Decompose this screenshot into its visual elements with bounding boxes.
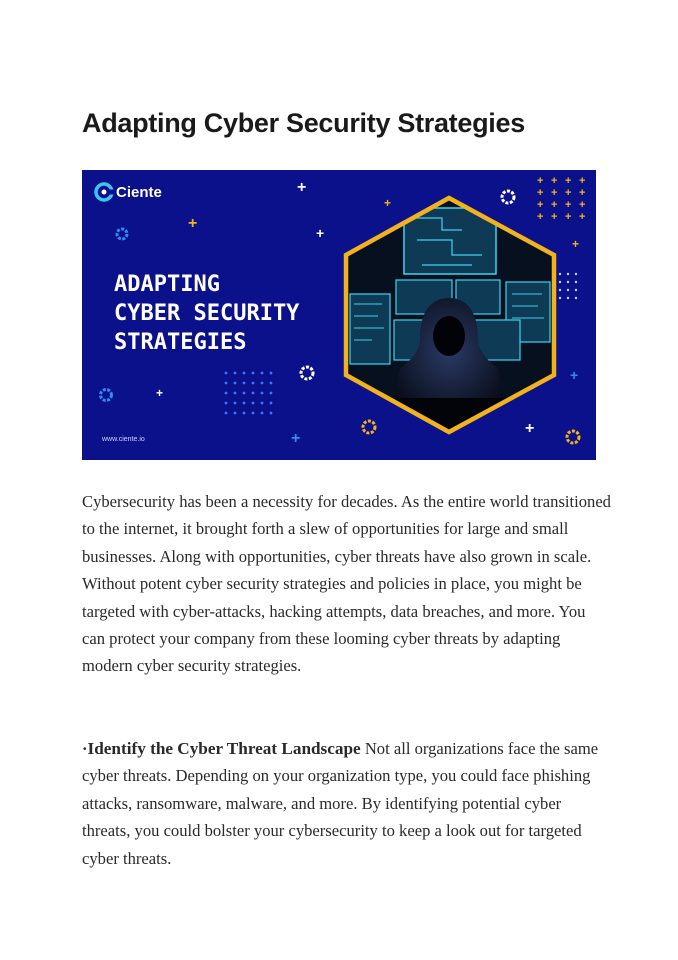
svg-text:+: + [565,199,572,211]
svg-text:+: + [291,430,301,447]
svg-text:+: + [579,187,586,199]
svg-text:+: + [384,196,392,210]
svg-text:+: + [551,187,558,199]
section-body: Not all organizations face the same cyber threats. Depending on your organization type, you could face phishing attacks, ransomware, malware, and more. By identifying potential cyber threats, you could bolster your cybersecurity to keep a look out for targeted cyber threats. [82,739,599,868]
svg-text:+: + [579,211,586,223]
svg-text:+: + [565,187,572,199]
banner-headline-line-3: STRATEGIES [114,330,247,355]
svg-text:+: + [537,175,544,187]
svg-text:+: + [565,211,572,223]
svg-text:+: + [316,225,325,241]
svg-text:+: + [579,175,586,187]
svg-text:+: + [572,237,580,251]
bullet-point: · [82,739,88,758]
svg-text:+: + [551,175,558,187]
threat-landscape-paragraph [82,735,612,872]
svg-text:+: + [537,187,544,199]
svg-text:+: + [537,199,544,211]
svg-text:+: + [570,367,579,383]
svg-text:+: + [565,175,572,187]
document-title: Adapting Cyber Security Strategies [82,108,525,138]
svg-text:+: + [297,179,307,196]
svg-text:+: + [525,420,535,437]
svg-text:+: + [188,215,198,232]
svg-text:+: + [551,199,558,211]
banner-url: www.ciente.io [102,436,145,443]
svg-text:+: + [579,199,586,211]
svg-text:+: + [551,211,558,223]
banner-headline-line-2: CYBER SECURITY [114,301,300,326]
banner-headline-line-1: ADAPTING [114,272,220,297]
svg-text:+: + [156,386,164,400]
svg-text:+: + [537,211,544,223]
feature-banner-image [82,170,596,460]
intro-paragraph: Cybersecurity has been a necessity for decades. As the entire world transitioned to the internet, it brought forth a slew of opportunities for large and small businesses. Along with opportunities, cyber threats have also grown in scale. Without potent cyber security strategies and policies in place, you might be targeted with cyber-attacks, hacking attempts, data breaches, and more. You can protect your company from these looming cyber threats by adapting modern cyber security strategies. [82,492,611,676]
section-heading: Identify the Cyber Threat Landscape [87,739,361,758]
banner-brand: Ciente [116,184,162,201]
